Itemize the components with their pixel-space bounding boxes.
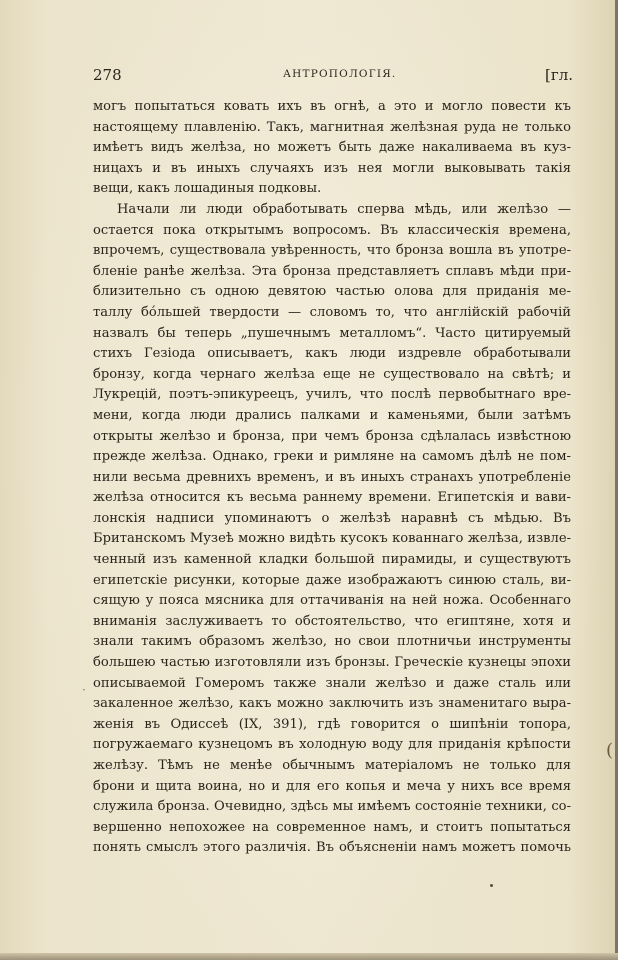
text-line: брони и щита воина, но и для его копья и меча у нихъ все время xyxy=(93,778,571,794)
page-edge-bottom xyxy=(0,953,618,960)
text-line: назвалъ бы теперь „пушечнымъ металломъ“. Часто цитируемый xyxy=(93,325,571,341)
paper-speck xyxy=(490,884,493,887)
text-line: желѣза относится къ весьма раннему времени. Египетскія и вави- xyxy=(93,490,571,506)
text-line: понять смыслъ этого различія. Въ объясненіи намъ можетъ помочь xyxy=(93,840,571,856)
text-line: настоящему плавленію. Такъ, магнитная желѣзная руда не только xyxy=(93,119,571,135)
text-line: закаленное желѣзо, какъ можно заключить изъ знаменитаго выра- xyxy=(93,696,571,712)
text-line: открыты желѣзо и бронза, при чемъ бронза сдѣлалась извѣстною xyxy=(93,428,571,444)
text-line: египетскіе рисунки, которые даже изображаютъ синюю сталь, ви- xyxy=(93,572,571,588)
text-line: бронзу, когда чернаго желѣза еще не существовало на свѣтѣ; и xyxy=(93,366,571,382)
text-line: ченный изъ каменной кладки большой пирамиды, и существуютъ xyxy=(93,552,571,568)
text-line: имѣетъ видъ желѣза, но можетъ быть даже накаливаема въ куз- xyxy=(93,140,571,156)
text-line: вещи, какъ лошадиныя подковы. xyxy=(93,181,322,197)
text-line: прежде желѣза. Однако, греки и римляне на самомъ дѣлѣ не пом- xyxy=(93,449,571,465)
chapter-mark: [гл. xyxy=(544,66,573,84)
page-number: 278 xyxy=(93,66,122,84)
text-line: лонскія надписи упоминаютъ о желѣзѣ наравнѣ съ мѣдью. Въ xyxy=(93,510,571,526)
text-line: большею частью изготовляли изъ бронзы. Греческіе кузнецы эпохи xyxy=(93,655,571,671)
text-line: бленіе ранѣе желѣза. Эта бронза представляетъ сплавъ мѣди при- xyxy=(93,263,571,279)
text-line: знали такимъ образомъ желѣзо, но свои плотничьи инструменты xyxy=(93,634,571,650)
text-line: желѣзу. Тѣмъ не менѣе обычнымъ матеріаломъ не только для xyxy=(93,758,571,773)
text-line: Лукрецій, поэтъ-эпикуреецъ, училъ, что послѣ первобытнаго вре- xyxy=(93,387,571,403)
text-line: сящую у пояса мясника для оттачиванія на ней ножа. Особеннаго xyxy=(93,593,571,609)
text-line: женія въ Одиссеѣ (IX, 391), гдѣ говорится о шипѣніи топора, xyxy=(93,716,571,732)
text-line: стихъ Гезіода описываетъ, какъ люди издревле обработывали xyxy=(93,346,571,362)
text-line: нили весьма древнихъ временъ, и въ иныхъ странахъ употребленіе xyxy=(93,469,571,485)
margin-dot: · xyxy=(82,683,86,697)
text-line: Начали ли люди обработывать сперва мѣдь, или желѣзо — xyxy=(117,201,571,217)
running-title: АНТРОПОЛОГІЯ. xyxy=(283,68,397,80)
text-line: описываемой Гомеромъ также знали желѣзо и даже сталь или xyxy=(93,675,571,691)
text-line: могъ попытаться ковать ихъ въ огнѣ, а это и могло повести къ xyxy=(93,99,571,114)
margin-pencil-mark: ( xyxy=(606,740,614,761)
text-line: близительно съ одною девятою частью олова для приданія ме- xyxy=(93,284,571,300)
text-line: ницахъ и въ иныхъ случаяхъ изъ нея могли выковывать такія xyxy=(93,160,571,176)
text-line: таллу бо́льшей твердости — словомъ то, что англійскій рабочій xyxy=(93,304,571,320)
text-line: впрочемъ, существовала увѣренность, что бронза вошла въ употре- xyxy=(93,243,571,259)
text-line: вниманія заслуживаетъ то обстоятельство, что египтяне, хотя и xyxy=(93,613,571,629)
page-header xyxy=(93,66,573,86)
text-line: служила бронза. Очевидно, здѣсь мы имѣемъ состояніе техники, со- xyxy=(93,799,571,815)
text-line: остается пока открытымъ вопросомъ. Въ классическія времена, xyxy=(93,222,571,238)
text-line: мени, когда люди дрались палками и каменьями, были затѣмъ xyxy=(93,407,571,423)
text-line: вершенно непохожее на современное намъ, и стоитъ попытаться xyxy=(93,819,571,835)
text-line: Британскомъ Музеѣ можно видѣть кусокъ кованнаго желѣза, извле- xyxy=(93,531,571,547)
text-line: погружаемаго кузнецомъ въ холодную воду для приданія крѣпости xyxy=(93,737,571,753)
body-text xyxy=(93,97,571,859)
